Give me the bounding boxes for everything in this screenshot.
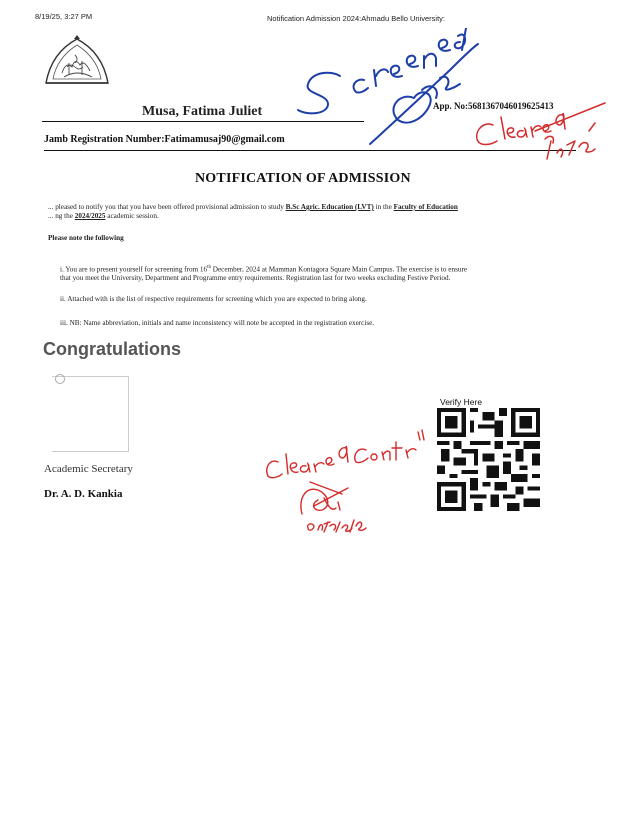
signature-image-placeholder: [52, 376, 129, 452]
intro-mid: in the: [373, 203, 394, 211]
screened-handwriting: [290, 28, 490, 148]
notification-heading: NOTIFICATION OF ADMISSION: [195, 171, 411, 186]
jamb-underline: [44, 150, 576, 151]
session-year: 2024/2025: [74, 212, 106, 220]
name-underline: [42, 121, 364, 122]
jamb-registration: Jamb Registration Number:Fatimamusaj90@gmail.com: [44, 134, 285, 145]
intro-line2: ... ng the: [48, 212, 75, 220]
note-item-1: [60, 263, 570, 283]
print-datetime: 8/19/25, 3:27 PM: [35, 12, 93, 21]
note-item-3: iii. NB: Name abbreviation, initials and name inconsistency will note be accepted in the registration exercise.: [60, 319, 375, 327]
signatory-name: Dr. A. D. Kankia: [44, 488, 123, 500]
cleared-contract-handwriting: [262, 418, 432, 538]
signatory-title: Academic Secretary: [44, 463, 133, 475]
programme-name: B.Sc Agric. Education (LVT): [285, 203, 374, 211]
verification-qr-code[interactable]: [437, 408, 540, 511]
note-1-sup: th: [207, 265, 211, 270]
admission-paragraph: [48, 203, 568, 221]
verify-label: Verify Here: [440, 397, 483, 407]
note-item-2: ii. Attached with is the list of respective requirements for screening which you are expected to bring along.: [60, 295, 367, 303]
broken-image-icon: [55, 374, 65, 384]
faculty-name: Faculty of Education: [393, 203, 458, 211]
application-number: App. No:5681367046019625413: [433, 101, 554, 111]
note-1-text-b: December, 2024 at Mamman Kontagora Square Main Campus. The exercise is to ensure: [211, 265, 468, 274]
note-heading: Please note the following: [48, 234, 124, 242]
note-1-line2: that you meet the University, Department and Programme entry requirements. Registration last for two weeks excluding Festive Period.: [60, 274, 451, 283]
applicant-name: Musa, Fatima Juliet: [142, 104, 263, 119]
congratulations-text: Congratulations: [43, 339, 181, 359]
intro-line2-end: academic session.: [105, 212, 159, 220]
intro-text: ... pleased to notify you that you have been offered provisional admission to study: [48, 203, 286, 211]
print-title: Notification Admission 2024:Ahmadu Bello University:: [267, 14, 446, 23]
note-1-text-a: i. You are to present yourself for screening from 16: [60, 265, 208, 274]
university-logo: [42, 33, 112, 91]
